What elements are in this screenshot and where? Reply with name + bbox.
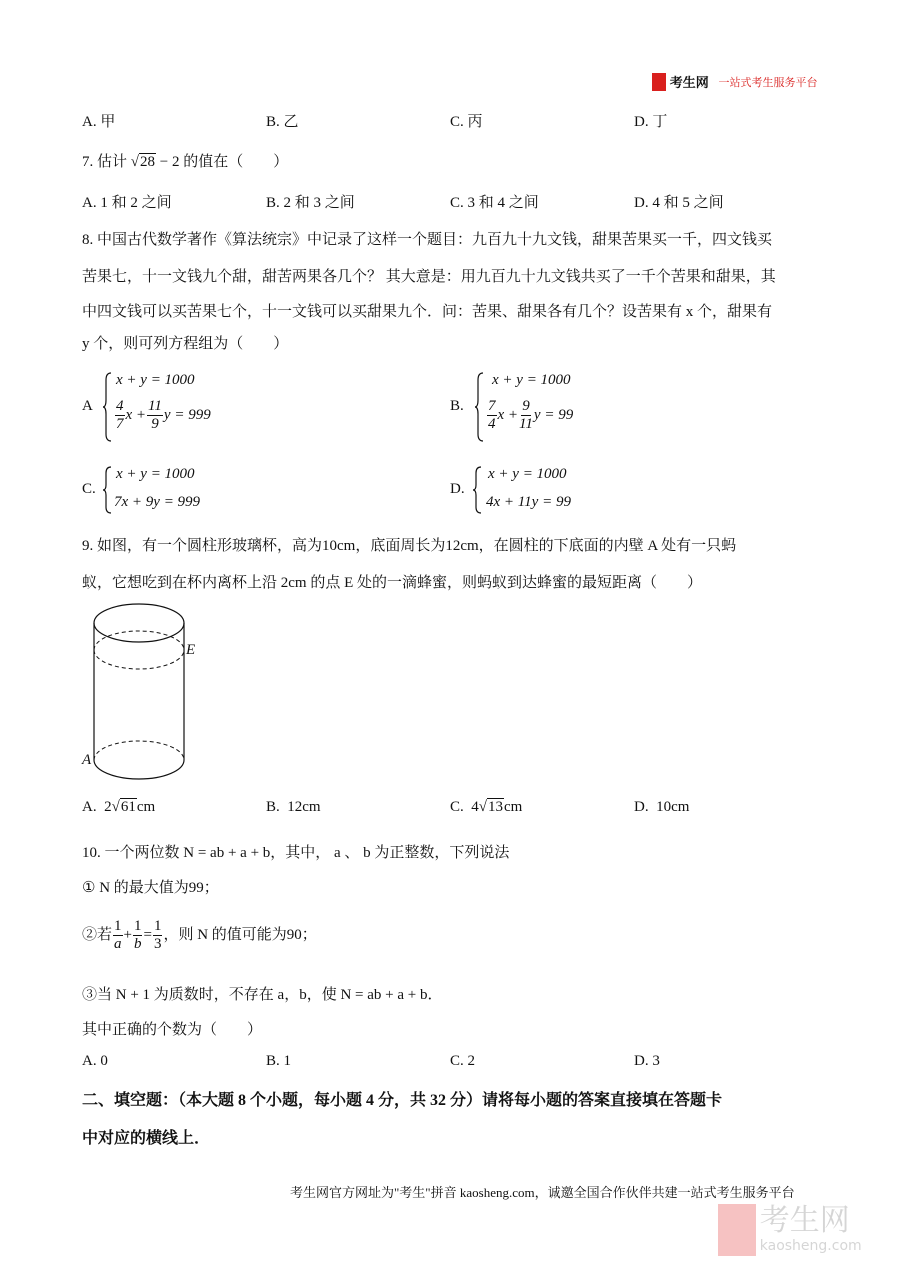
q10-option-b: B. 1: [266, 1053, 292, 1069]
point-a-label: A: [82, 752, 92, 768]
option-label: B.: [266, 799, 280, 815]
frac-num: 4: [116, 398, 124, 414]
equation-1: x + y = 1000: [116, 466, 195, 482]
radicand: 61: [120, 799, 136, 815]
point-e-label: E: [186, 642, 196, 658]
q9-option-c: C. 4√13cm: [450, 799, 523, 815]
option-label: C.: [82, 481, 96, 497]
option-text: 12cm: [287, 799, 321, 815]
frac-num: 9: [522, 398, 530, 414]
footer-text: 考生网官方网址为"考生"拼音 kaosheng.com，诚邀全国合作伙伴共建一站式考生服务平台: [290, 1185, 795, 1200]
q7-option-a: A. 1 和 2 之间: [82, 195, 172, 211]
q8-option-d: [450, 466, 750, 516]
q9-line: 9. 如图，有一个圆柱形玻璃杯，高为10cm，底面周长为12cm，在圆柱的下底面的内壁 A 处有一只蚂: [82, 538, 737, 554]
q6-option-a: A. 甲: [82, 114, 116, 130]
coef: 2: [104, 799, 112, 815]
frac-num: 7: [488, 398, 496, 414]
q7-rest: − 2 的值在（ ）: [159, 154, 289, 170]
equation-2: 7x + 9y = 999: [114, 494, 201, 510]
equation-1: x + y = 1000: [488, 466, 567, 482]
frac-den: 7: [116, 416, 124, 432]
q10-statement-1: ① N 的最大值为99；: [82, 880, 219, 896]
q7-stem: 7. 估计 √28 − 2 的值在（ ）: [82, 154, 289, 170]
unit: cm: [504, 799, 523, 815]
option-label: A: [82, 398, 93, 414]
brace-icon: [102, 466, 112, 514]
watermark-logo-icon: [718, 1204, 756, 1256]
section-heading-cont: 中对应的横线上．: [82, 1130, 211, 1147]
rhs: = 999: [174, 406, 211, 423]
frac-den: 11: [519, 416, 533, 432]
frac-num: 11: [148, 398, 162, 414]
q10-ask: 其中正确的个数为（ ）: [82, 1022, 263, 1038]
q8-line: y 个，则可列方程组为（ ）: [82, 336, 289, 352]
brace-icon: [474, 372, 484, 442]
q6-option-b: B. 乙: [266, 114, 299, 130]
option-label: D.: [450, 481, 465, 497]
q7-option-b: B. 2 和 3 之间: [266, 195, 355, 211]
frac-den: 4: [488, 416, 496, 432]
section-heading: 二、填空题：（本大题 8 个小题，每小题 4 分，共 32 分）请将每小题的答案直接填在答题卡: [82, 1092, 723, 1109]
equation-2: 4x + 11y = 99: [486, 494, 571, 510]
watermark-text: 考生网: [759, 1203, 850, 1238]
q7-option-d: D. 4 和 5 之间: [634, 195, 724, 211]
rhs: = 99: [544, 406, 574, 423]
frac-den: 9: [151, 416, 159, 432]
q6-option-d: D. 丁: [634, 114, 668, 130]
q8-line: 8. 中国古代数学著作《算法统宗》中记录了这样一个题目：九百九十九文钱，甜果苦果买一千，四文钱买: [82, 232, 773, 248]
watermark: [718, 1204, 862, 1256]
q7-option-c: C. 3 和 4 之间: [450, 195, 539, 211]
q10-stem: 10. 一个两位数 N = ab + a + b，其中， a 、 b 为正整数，下列说法: [82, 845, 510, 861]
brace-icon: [472, 466, 482, 514]
option-label: A.: [82, 799, 97, 815]
q8-line: 中四文钱可以买苦果七个，十一文钱可以买甜果九个．问：苦果、甜果各有几个？设苦果有 x 个，甜果有: [82, 304, 773, 320]
q8-option-c: [82, 466, 382, 516]
slogan: 一站式考生服务平台: [718, 76, 818, 89]
header-logo: [652, 72, 818, 91]
q10-option-d: D. 3: [634, 1053, 660, 1069]
q9-option-a: A. 2√61cm: [82, 799, 156, 815]
prefix: ②若: [82, 926, 113, 943]
q6-option-c: C. 丙: [450, 114, 483, 130]
q10-statement-2: ②若 $\frac{1}{a}$ + $\frac{1}{b}$ = $\frac{1}{3}$ ，则 N 的值可能为90；: [82, 918, 317, 952]
q10-statement-3: ③当 N + 1 为质数时，不存在 a，b，使 N = ab + a + b．: [82, 987, 443, 1003]
cylinder-figure: [80, 600, 200, 790]
q9-line: 蚁，它想吃到在杯内离杯上沿 2cm 的点 E 处的一滴蜂蜜，则蚂蚁到达蜂蜜的最短距离（ ）: [82, 575, 702, 591]
brace-icon: [102, 372, 112, 442]
option-text: 10cm: [656, 799, 690, 815]
equation-1: x + y = 1000: [492, 372, 571, 388]
q10-option-c: C. 2: [450, 1053, 476, 1069]
option-label: C.: [450, 799, 464, 815]
q8-option-a: A x + y = 1000 $\frac{4}{7}$ x + $\frac{11}{9}$ y = 999: [82, 372, 382, 442]
q8-option-b: B. x + y = 1000 $\frac{7}{4}$ x + $\frac{9}{11}$ y = 99: [450, 372, 750, 442]
option-label: D.: [634, 799, 649, 815]
watermark-sub: kaosheng.com: [759, 1238, 862, 1254]
q7-prefix: 7. 估计: [82, 154, 128, 170]
q10-option-a: A. 0: [82, 1053, 108, 1069]
q7-radicand: 28: [140, 154, 155, 170]
radicand: 13: [488, 799, 503, 815]
equation-1: x + y = 1000: [116, 372, 195, 388]
coef: 4: [471, 799, 479, 815]
q9-option-b: [266, 799, 321, 816]
logo-text: 考生网: [669, 75, 709, 90]
unit: cm: [136, 799, 156, 815]
q8-line: 苦果七，十一文钱九个甜，甜苦两果各几个？ 其大意是：用九百九十九文钱共买了一千个苦果和甜果，其: [82, 269, 776, 285]
option-label: B.: [450, 398, 464, 414]
logo-mark-icon: [652, 73, 666, 91]
suffix: ，则 N 的值可能为90；: [163, 926, 317, 943]
q9-option-d: [634, 799, 689, 816]
